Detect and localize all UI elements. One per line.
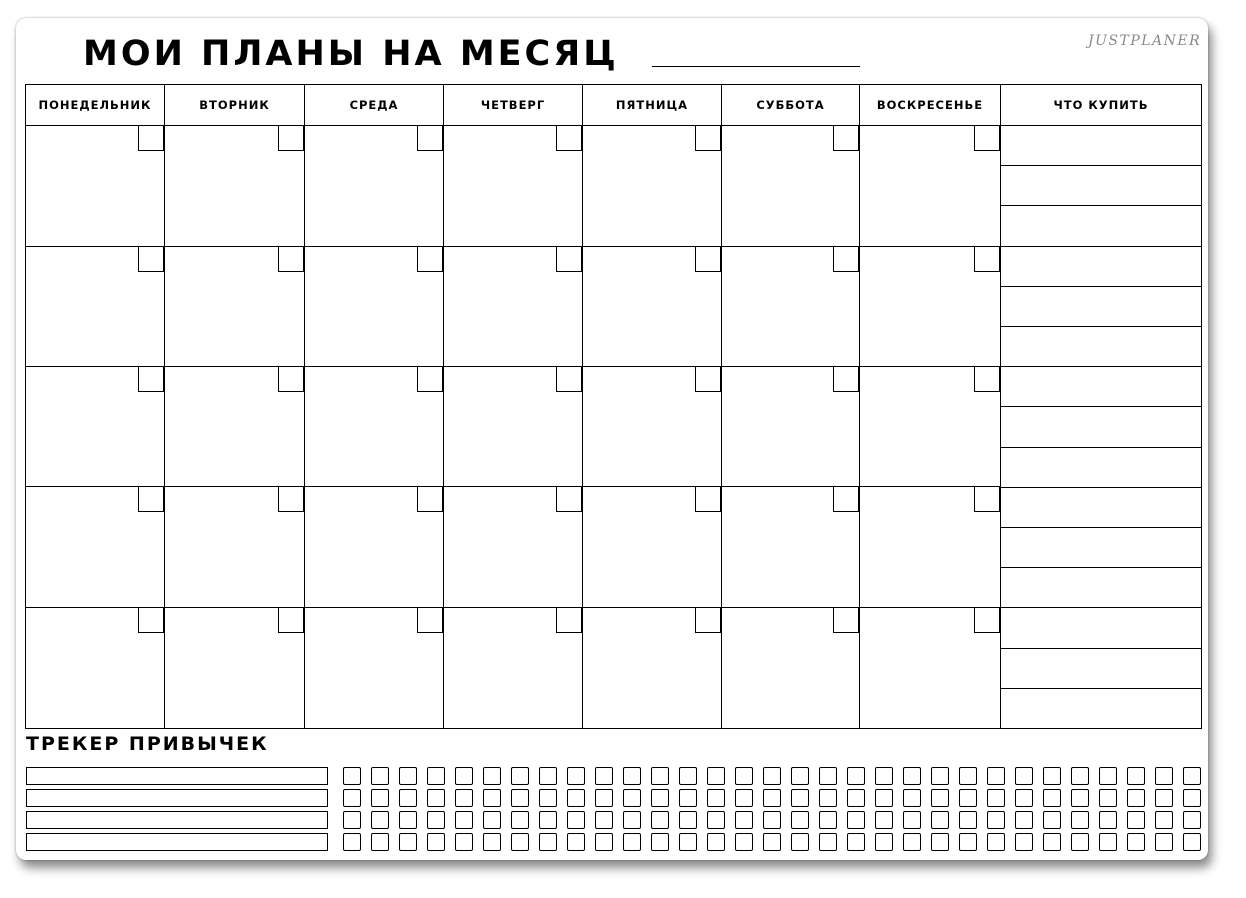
- habit-checkbox[interactable]: [1127, 833, 1145, 851]
- habit-checkbox[interactable]: [1071, 833, 1089, 851]
- habit-checkbox[interactable]: [455, 789, 473, 807]
- habit-checkbox[interactable]: [875, 833, 893, 851]
- habit-checkbox[interactable]: [1155, 833, 1173, 851]
- habit-checkbox[interactable]: [847, 833, 865, 851]
- habit-checkbox[interactable]: [1183, 833, 1201, 851]
- date-box[interactable]: [278, 607, 304, 633]
- habit-checkbox[interactable]: [399, 789, 417, 807]
- habit-checkbox[interactable]: [959, 789, 977, 807]
- habit-checkbox[interactable]: [903, 789, 921, 807]
- habit-checkbox[interactable]: [1071, 811, 1089, 829]
- habit-checkbox[interactable]: [1015, 811, 1033, 829]
- habit-checkbox[interactable]: [1099, 833, 1117, 851]
- habit-checkbox[interactable]: [903, 833, 921, 851]
- date-box[interactable]: [833, 366, 859, 392]
- date-box[interactable]: [556, 246, 582, 272]
- date-box[interactable]: [278, 486, 304, 512]
- shopping-list-line[interactable]: [1000, 527, 1202, 568]
- shopping-list-line[interactable]: [1000, 406, 1202, 448]
- shopping-list-line[interactable]: [1000, 205, 1202, 247]
- shopping-list-line[interactable]: [1000, 366, 1202, 407]
- date-box[interactable]: [556, 366, 582, 392]
- habit-checkbox[interactable]: [707, 789, 725, 807]
- date-box[interactable]: [278, 125, 304, 151]
- habit-checkbox[interactable]: [707, 811, 725, 829]
- habit-checkbox[interactable]: [791, 767, 809, 785]
- habit-tracker-title: ТРЕКЕР ПРИВЫЧЕК: [26, 733, 269, 755]
- habit-checkbox[interactable]: [399, 767, 417, 785]
- habit-checkbox[interactable]: [595, 811, 613, 829]
- habit-checkbox[interactable]: [735, 833, 753, 851]
- habit-checkbox[interactable]: [1099, 767, 1117, 785]
- shopping-list-line[interactable]: [1000, 648, 1202, 689]
- day-header-1: ПОНЕДЕЛЬНИК: [25, 84, 165, 126]
- habit-checkbox[interactable]: [875, 789, 893, 807]
- habit-checkbox[interactable]: [1043, 789, 1061, 807]
- month-write-line[interactable]: [652, 66, 860, 67]
- date-box[interactable]: [417, 486, 443, 512]
- date-box[interactable]: [417, 246, 443, 272]
- date-box[interactable]: [138, 486, 164, 512]
- day-header-7: ВОСКРЕСЕНЬЕ: [859, 84, 1001, 126]
- habit-checkbox[interactable]: [455, 833, 473, 851]
- date-box[interactable]: [833, 246, 859, 272]
- page-title: МОИ ПЛАНЫ НА МЕСЯЦ: [83, 34, 619, 74]
- habit-checkbox[interactable]: [511, 811, 529, 829]
- habit-checkbox[interactable]: [707, 767, 725, 785]
- habit-checkbox[interactable]: [763, 789, 781, 807]
- habit-checkbox[interactable]: [1043, 767, 1061, 785]
- date-box[interactable]: [138, 607, 164, 633]
- day-header-3: СРЕДА: [304, 84, 444, 126]
- shopping-list-line[interactable]: [1000, 286, 1202, 327]
- habit-checkbox[interactable]: [651, 833, 669, 851]
- habit-checkbox[interactable]: [371, 767, 389, 785]
- habit-checkbox[interactable]: [1183, 767, 1201, 785]
- habit-checkbox[interactable]: [1127, 767, 1145, 785]
- habit-checkbox[interactable]: [371, 789, 389, 807]
- shopping-list-line[interactable]: [1000, 688, 1202, 729]
- habit-checkbox[interactable]: [931, 767, 949, 785]
- habit-name-field[interactable]: [26, 811, 328, 829]
- habit-checkbox[interactable]: [1183, 811, 1201, 829]
- habit-checkbox[interactable]: [595, 833, 613, 851]
- habit-checkbox[interactable]: [343, 811, 361, 829]
- habit-checkbox[interactable]: [1043, 811, 1061, 829]
- habit-checkbox[interactable]: [1155, 811, 1173, 829]
- habit-checkbox[interactable]: [987, 833, 1005, 851]
- habit-checkbox[interactable]: [763, 833, 781, 851]
- date-box[interactable]: [417, 366, 443, 392]
- day-header-2: ВТОРНИК: [164, 84, 305, 126]
- habit-checkbox[interactable]: [1015, 833, 1033, 851]
- habit-name-field[interactable]: [26, 833, 328, 851]
- shopping-list-line[interactable]: [1000, 246, 1202, 287]
- date-box[interactable]: [278, 246, 304, 272]
- habit-checkbox[interactable]: [623, 789, 641, 807]
- habit-checkbox[interactable]: [623, 811, 641, 829]
- habit-checkbox[interactable]: [483, 811, 501, 829]
- habit-checkbox[interactable]: [819, 833, 837, 851]
- habit-name-field[interactable]: [26, 767, 328, 785]
- habit-checkbox[interactable]: [623, 833, 641, 851]
- date-box[interactable]: [278, 366, 304, 392]
- habit-checkbox[interactable]: [371, 811, 389, 829]
- habit-checkbox[interactable]: [931, 833, 949, 851]
- habit-checkbox[interactable]: [371, 833, 389, 851]
- habit-checkbox[interactable]: [875, 767, 893, 785]
- habit-checkbox[interactable]: [539, 833, 557, 851]
- date-box[interactable]: [695, 607, 721, 633]
- habit-checkbox[interactable]: [539, 789, 557, 807]
- habit-checkbox[interactable]: [511, 789, 529, 807]
- habit-checkbox[interactable]: [455, 767, 473, 785]
- habit-checkbox[interactable]: [819, 789, 837, 807]
- habit-checkbox[interactable]: [1155, 767, 1173, 785]
- habit-checkbox[interactable]: [1183, 789, 1201, 807]
- habit-checkbox[interactable]: [511, 767, 529, 785]
- habit-checkbox[interactable]: [1015, 767, 1033, 785]
- date-box[interactable]: [417, 125, 443, 151]
- habit-checkbox[interactable]: [343, 789, 361, 807]
- shopping-list-line[interactable]: [1000, 125, 1202, 166]
- habit-checkbox[interactable]: [959, 811, 977, 829]
- habit-checkbox[interactable]: [483, 789, 501, 807]
- habit-checkbox[interactable]: [651, 767, 669, 785]
- shopping-list-line[interactable]: [1000, 447, 1202, 488]
- date-box[interactable]: [695, 366, 721, 392]
- habit-checkbox[interactable]: [959, 833, 977, 851]
- habit-checkbox[interactable]: [707, 833, 725, 851]
- shopping-header: ЧТО КУПИТЬ: [1000, 84, 1202, 126]
- habit-checkbox[interactable]: [931, 811, 949, 829]
- habit-checkbox[interactable]: [1015, 789, 1033, 807]
- habit-checkbox[interactable]: [847, 789, 865, 807]
- habit-checkbox[interactable]: [679, 767, 697, 785]
- habit-checkbox[interactable]: [1155, 789, 1173, 807]
- habit-checkbox[interactable]: [567, 767, 585, 785]
- habit-checkbox[interactable]: [1099, 789, 1117, 807]
- habit-checkbox[interactable]: [427, 789, 445, 807]
- habit-checkbox[interactable]: [735, 811, 753, 829]
- date-box[interactable]: [138, 366, 164, 392]
- habit-checkbox[interactable]: [903, 811, 921, 829]
- habit-checkbox[interactable]: [539, 811, 557, 829]
- habit-checkbox[interactable]: [819, 767, 837, 785]
- habit-checkbox[interactable]: [903, 767, 921, 785]
- date-box[interactable]: [833, 607, 859, 633]
- day-header-4: ЧЕТВЕРГ: [443, 84, 583, 126]
- habit-checkbox[interactable]: [847, 767, 865, 785]
- date-box[interactable]: [974, 486, 1000, 512]
- date-box[interactable]: [556, 125, 582, 151]
- habit-checkbox[interactable]: [567, 811, 585, 829]
- date-box[interactable]: [556, 607, 582, 633]
- date-box[interactable]: [138, 246, 164, 272]
- habit-checkbox[interactable]: [679, 833, 697, 851]
- habit-checkbox[interactable]: [343, 767, 361, 785]
- habit-checkbox[interactable]: [595, 767, 613, 785]
- habit-checkbox[interactable]: [511, 833, 529, 851]
- habit-checkbox[interactable]: [791, 833, 809, 851]
- shopping-list-line[interactable]: [1000, 326, 1202, 367]
- habit-name-field[interactable]: [26, 789, 328, 807]
- habit-checkbox[interactable]: [959, 767, 977, 785]
- habit-checkbox[interactable]: [791, 789, 809, 807]
- habit-checkbox[interactable]: [1099, 811, 1117, 829]
- habit-checkbox[interactable]: [483, 767, 501, 785]
- shopping-list-line[interactable]: [1000, 607, 1202, 649]
- date-box[interactable]: [974, 125, 1000, 151]
- habit-checkbox[interactable]: [567, 789, 585, 807]
- brand-logo: JUSTPLANER: [1088, 33, 1202, 49]
- date-box[interactable]: [695, 246, 721, 272]
- habit-checkbox[interactable]: [987, 789, 1005, 807]
- date-box[interactable]: [695, 125, 721, 151]
- date-box[interactable]: [833, 125, 859, 151]
- date-box[interactable]: [138, 125, 164, 151]
- habit-checkbox[interactable]: [1071, 789, 1089, 807]
- habit-checkbox[interactable]: [343, 833, 361, 851]
- habit-checkbox[interactable]: [931, 789, 949, 807]
- habit-checkbox[interactable]: [987, 767, 1005, 785]
- habit-checkbox[interactable]: [399, 811, 417, 829]
- day-header-6: СУББОТА: [721, 84, 860, 126]
- habit-checkbox[interactable]: [539, 767, 557, 785]
- habit-checkbox[interactable]: [875, 811, 893, 829]
- habit-checkbox[interactable]: [455, 811, 473, 829]
- habit-checkbox[interactable]: [1071, 767, 1089, 785]
- habit-checkbox[interactable]: [735, 767, 753, 785]
- habit-checkbox[interactable]: [679, 811, 697, 829]
- date-box[interactable]: [417, 607, 443, 633]
- date-box[interactable]: [833, 486, 859, 512]
- habit-checkbox[interactable]: [987, 811, 1005, 829]
- shopping-list-line[interactable]: [1000, 487, 1202, 528]
- habit-checkbox[interactable]: [763, 767, 781, 785]
- habit-checkbox[interactable]: [427, 767, 445, 785]
- habit-checkbox[interactable]: [651, 789, 669, 807]
- habit-checkbox[interactable]: [427, 833, 445, 851]
- habit-checkbox[interactable]: [1043, 833, 1061, 851]
- habit-checkbox[interactable]: [819, 811, 837, 829]
- habit-checkbox[interactable]: [427, 811, 445, 829]
- shopping-list-line[interactable]: [1000, 567, 1202, 608]
- habit-checkbox[interactable]: [1127, 811, 1145, 829]
- date-box[interactable]: [974, 607, 1000, 633]
- habit-checkbox[interactable]: [651, 811, 669, 829]
- habit-checkbox[interactable]: [595, 789, 613, 807]
- habit-checkbox[interactable]: [483, 833, 501, 851]
- date-box[interactable]: [974, 246, 1000, 272]
- habit-checkbox[interactable]: [763, 811, 781, 829]
- shopping-list-line[interactable]: [1000, 165, 1202, 206]
- habit-checkbox[interactable]: [791, 811, 809, 829]
- habit-checkbox[interactable]: [567, 833, 585, 851]
- date-box[interactable]: [695, 486, 721, 512]
- habit-checkbox[interactable]: [679, 789, 697, 807]
- habit-checkbox[interactable]: [735, 789, 753, 807]
- date-box[interactable]: [556, 486, 582, 512]
- habit-checkbox[interactable]: [623, 767, 641, 785]
- date-box[interactable]: [974, 366, 1000, 392]
- habit-checkbox[interactable]: [847, 811, 865, 829]
- habit-checkbox[interactable]: [1127, 789, 1145, 807]
- day-header-5: ПЯТНИЦА: [582, 84, 722, 126]
- habit-checkbox[interactable]: [399, 833, 417, 851]
